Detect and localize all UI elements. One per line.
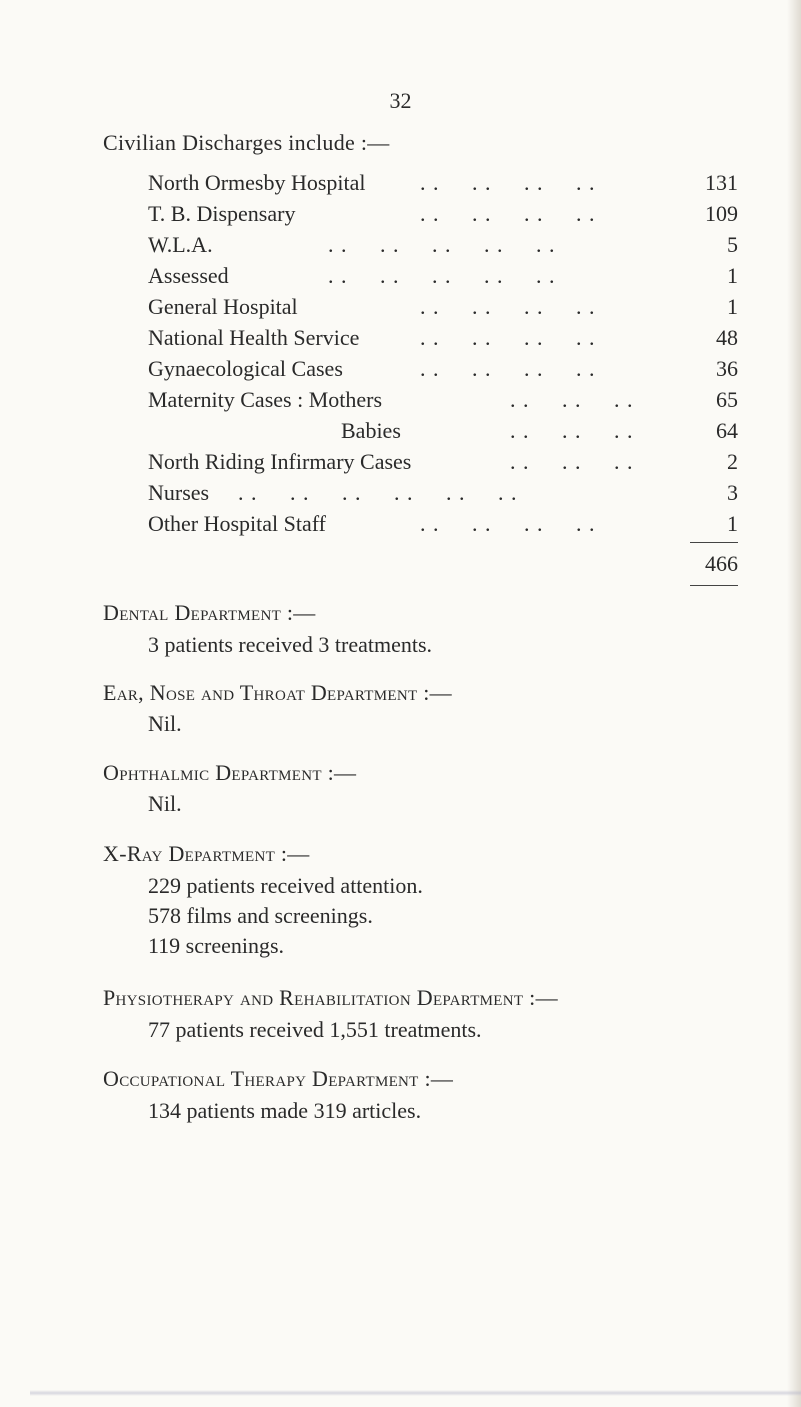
page-number: 32 xyxy=(389,88,412,113)
row-value: 1 xyxy=(727,511,738,536)
table-row xyxy=(148,170,738,200)
total-rule-top xyxy=(690,542,738,543)
table-row xyxy=(148,263,738,293)
row-label: North Riding Infirmary Cases xyxy=(148,449,412,474)
xray-department-heading: X-Ray Department :— xyxy=(103,841,310,866)
row-value: 109 xyxy=(705,201,738,226)
leader-dots: . . . . . . . . xyxy=(420,170,596,195)
xray-patients-text: 229 patients received attention. xyxy=(148,873,423,898)
table-row xyxy=(148,511,738,541)
row-label: Assessed xyxy=(148,263,229,288)
leader-dots: . . . . . . xyxy=(510,418,634,443)
page-edge-shadow xyxy=(787,0,801,1407)
civilian-discharges-heading: Civilian Discharges include :— xyxy=(103,130,390,155)
xray-films-text: 578 films and screenings. xyxy=(148,903,373,928)
table-row xyxy=(148,480,738,510)
scan-artifact-line xyxy=(30,1390,801,1396)
table-row xyxy=(148,201,738,231)
ent-department-heading: Ear, Nose and Throat Department :— xyxy=(103,680,452,705)
ophthalmic-department-heading: Ophthalmic Department :— xyxy=(103,760,357,785)
row-value: 1 xyxy=(727,263,738,288)
row-label: National Health Service xyxy=(148,325,360,350)
row-value: 131 xyxy=(705,170,738,195)
dental-department-heading: Dental Department :— xyxy=(103,600,316,625)
occupational-therapy-text: 134 patients made 319 articles. xyxy=(148,1098,422,1123)
ent-department-text: Nil. xyxy=(148,711,182,736)
table-row xyxy=(148,449,738,479)
leader-dots: . . . . . . . . . . xyxy=(328,232,556,257)
leader-dots: . . . . . . . . xyxy=(420,356,596,381)
row-label: Other Hospital Staff xyxy=(148,511,327,536)
occupational-therapy-heading: Occupational Therapy Department :— xyxy=(103,1066,454,1091)
leader-dots: . . . . . . . . . . xyxy=(328,263,556,288)
row-value: 5 xyxy=(727,232,738,257)
row-value: 64 xyxy=(716,418,738,443)
row-value: 48 xyxy=(716,325,738,350)
row-value: 1 xyxy=(727,294,738,319)
row-value: 2 xyxy=(727,449,738,474)
table-row xyxy=(148,232,738,262)
table-row xyxy=(148,418,738,448)
row-label: Gynaecological Cases xyxy=(148,356,343,381)
row-value: 3 xyxy=(727,480,738,505)
table-row xyxy=(148,294,738,324)
total-value: 466 xyxy=(705,551,738,576)
ophthalmic-department-text: Nil. xyxy=(148,791,182,816)
xray-screenings-text: 119 screenings. xyxy=(148,933,285,958)
row-label: Maternity Cases : Mothers xyxy=(148,387,383,412)
row-label: T. B. Dispensary xyxy=(148,201,296,226)
table-row xyxy=(148,325,738,355)
row-label: Babies xyxy=(341,418,401,443)
physiotherapy-department-heading: Physiotherapy and Rehabilitation Department :— xyxy=(103,985,558,1010)
table-row xyxy=(148,356,738,386)
row-value: 36 xyxy=(716,356,738,381)
leader-dots: . . . . . . . . . . . . xyxy=(238,480,518,505)
row-label: W.L.A. xyxy=(148,232,213,257)
row-value: 65 xyxy=(716,387,738,412)
leader-dots: . . . . . . . . xyxy=(420,511,596,536)
table-row xyxy=(148,387,738,417)
physiotherapy-department-text: 77 patients received 1,551 treatments. xyxy=(148,1017,482,1042)
row-label: General Hospital xyxy=(148,294,298,319)
leader-dots: . . . . . . . . xyxy=(420,325,596,350)
total-rule-bottom xyxy=(690,585,738,586)
row-label: North Ormesby Hospital xyxy=(148,170,366,195)
dental-department-text: 3 patients received 3 treatments. xyxy=(148,632,433,657)
row-label: Nurses xyxy=(148,480,210,505)
leader-dots: . . . . . . . . xyxy=(420,294,596,319)
leader-dots: . . . . . . xyxy=(510,449,634,474)
leader-dots: . . . . . . xyxy=(510,387,634,412)
leader-dots: . . . . . . . . xyxy=(420,201,596,226)
